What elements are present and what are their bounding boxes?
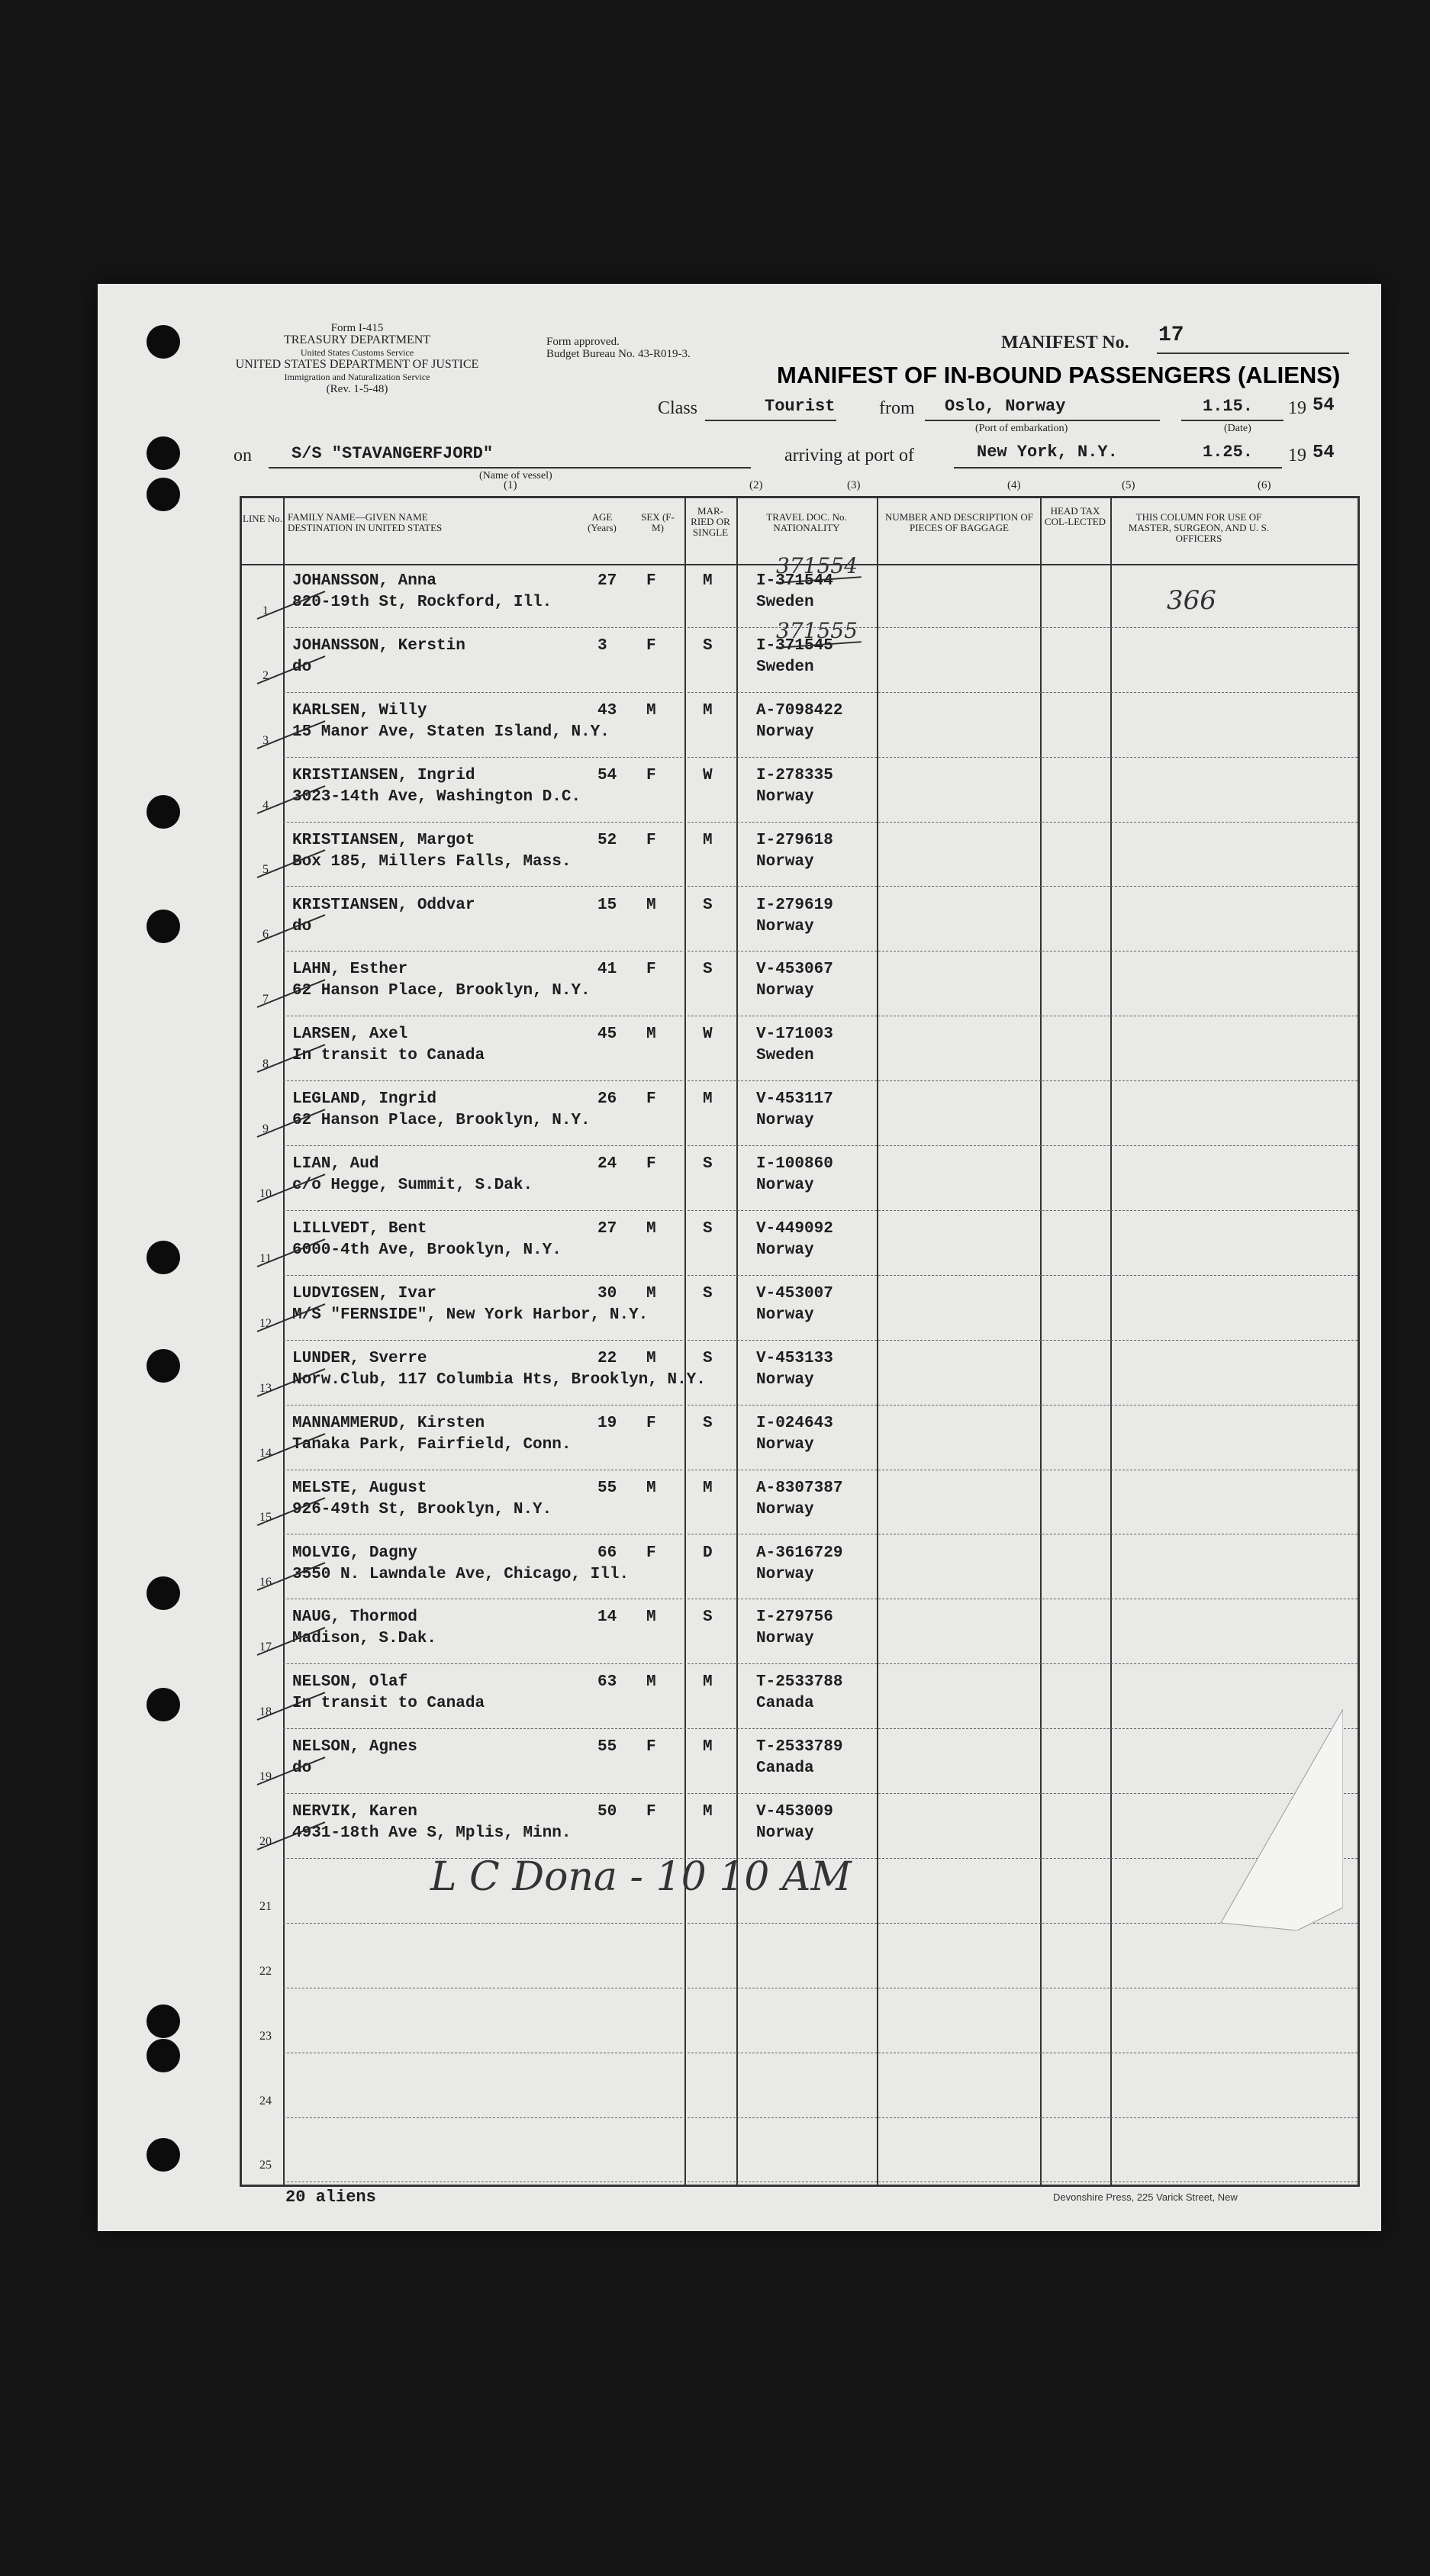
col-num-3: (3) <box>847 479 861 491</box>
destination: In transit to Canada <box>292 1047 485 1065</box>
sex: M <box>646 1479 656 1497</box>
row-rule <box>283 1080 1358 1081</box>
marital-status: M <box>703 701 713 720</box>
col-line-no: LINE No. <box>243 513 282 524</box>
travel-doc-number: I-279756 <box>756 1608 833 1627</box>
row-rule <box>283 692 1358 693</box>
sex: F <box>646 1738 656 1757</box>
travel-doc-number: V-171003 <box>756 1026 833 1044</box>
treasury-dept: TREASURY DEPARTMENT <box>283 333 431 346</box>
passenger-table <box>240 496 1360 2187</box>
row-rule <box>283 1210 1358 1211</box>
nationality: Canada <box>756 1760 814 1778</box>
marital-status: M <box>703 1479 713 1497</box>
travel-doc-number: V-453133 <box>756 1349 833 1367</box>
nationality: Norway <box>756 917 814 935</box>
destination: Norw.Club, 117 Columbia Hts, Brooklyn, N.Y. <box>292 1370 706 1389</box>
travel-doc-number: I-024643 <box>756 1414 833 1432</box>
family-given-name: MANNAMMERUD, Kirsten <box>292 1414 485 1432</box>
sex: M <box>646 1673 656 1692</box>
sex: M <box>646 1349 656 1367</box>
col-married: MAR-RIED OR SINGLE <box>691 505 730 538</box>
col-num-1: (1) <box>504 479 517 491</box>
sex: F <box>646 1414 656 1432</box>
table-row <box>242 1536 1358 1601</box>
destination: 62 Hanson Place, Brooklyn, N.Y. <box>292 982 591 1000</box>
col-name-dest <box>288 512 486 533</box>
table-row <box>242 1017 1358 1082</box>
destination: M/S "FERNSIDE", New York Harbor, N.Y. <box>292 1306 649 1324</box>
age: 30 <box>597 1284 617 1302</box>
age: 54 <box>597 766 617 784</box>
class-label: Class <box>658 398 698 418</box>
col-destination: DESTINATION IN UNITED STATES <box>288 522 443 533</box>
line-number: 14 <box>259 1446 272 1460</box>
line-number: 6 <box>262 928 269 942</box>
line-number: 4 <box>262 798 269 812</box>
destination: 3023-14th Ave, Washington D.C. <box>292 787 581 806</box>
line-number: 18 <box>259 1705 272 1719</box>
table-row <box>242 1341 1358 1406</box>
sex: M <box>646 1026 656 1044</box>
age: 15 <box>597 896 617 914</box>
age: 3 <box>597 636 607 655</box>
sex: M <box>646 1608 656 1627</box>
col-baggage: NUMBER AND DESCRIPTION OF PIECES OF BAGGAGE <box>885 511 1033 533</box>
punch-hole <box>147 2138 180 2172</box>
family-given-name: KARLSEN, Willy <box>292 701 427 720</box>
destination: 4931-18th Ave S, Mplis, Minn. <box>292 1824 572 1843</box>
age: 41 <box>597 961 617 979</box>
printer-imprint: Devonshire Press, 225 Varick Street, New <box>1053 2191 1238 2203</box>
table-row <box>242 823 1358 888</box>
age: 19 <box>597 1414 617 1432</box>
punch-hole <box>147 2039 180 2072</box>
age: 26 <box>597 1090 617 1109</box>
officer-note: 366 <box>1167 585 1216 616</box>
destination: do <box>292 917 312 935</box>
sex: F <box>646 1544 656 1562</box>
family-given-name: KRISTIANSEN, Oddvar <box>292 896 475 914</box>
family-given-name: LILLVEDT, Bent <box>292 1220 427 1238</box>
table-row <box>242 1082 1358 1147</box>
row-rule <box>283 1663 1358 1664</box>
sex: F <box>646 766 656 784</box>
table-row <box>242 694 1358 758</box>
marital-status: S <box>703 1608 713 1627</box>
sex: F <box>646 961 656 979</box>
line-number: 24 <box>259 2094 272 2107</box>
marital-status: S <box>703 1220 713 1238</box>
sex: M <box>646 896 656 914</box>
family-given-name: KRISTIANSEN, Margot <box>292 831 475 849</box>
line-number: 15 <box>259 1511 272 1525</box>
punch-hole <box>147 478 180 511</box>
age: 66 <box>597 1544 617 1562</box>
arrival-date: 1.25. <box>1203 443 1254 462</box>
travel-doc-number: T-2533789 <box>756 1738 843 1757</box>
table-row <box>242 888 1358 953</box>
row-rule <box>283 1145 1358 1146</box>
nationality: Sweden <box>756 1047 814 1065</box>
marital-status: W <box>703 1026 713 1044</box>
family-given-name: NELSON, Olaf <box>292 1673 408 1692</box>
punch-hole <box>147 795 180 829</box>
manifest-number: 17 <box>1158 324 1184 347</box>
row-rule <box>283 1275 1358 1276</box>
travel-doc-number: V-449092 <box>756 1220 833 1238</box>
marital-status: S <box>703 896 713 914</box>
handwritten-doc-number: 371555 <box>776 617 858 643</box>
destination: 3550 N. Lawndale Ave, Chicago, Ill. <box>292 1565 630 1583</box>
punch-hole <box>147 1349 180 1383</box>
approval-block <box>546 336 691 360</box>
manifest-sheet <box>98 284 1381 2231</box>
sex: M <box>646 1220 656 1238</box>
curled-corner <box>1175 1709 1343 1930</box>
age: 43 <box>597 701 617 720</box>
travel-doc-number: A-8307387 <box>756 1479 843 1497</box>
ins-service: Immigration and Naturalization Service <box>284 372 430 382</box>
table-row <box>242 1212 1358 1277</box>
marital-status: M <box>703 1803 713 1821</box>
line-number: 17 <box>259 1641 272 1654</box>
class-line <box>705 420 836 421</box>
family-given-name: LEGLAND, Ingrid <box>292 1090 437 1109</box>
col-nationality: NATIONALITY <box>773 522 840 533</box>
vessel-caption: (Name of vessel) <box>479 470 552 481</box>
class-value: Tourist <box>765 397 836 416</box>
line-number: 2 <box>262 668 269 682</box>
approval-text: Form approved. <box>546 336 620 348</box>
age: 52 <box>597 831 617 849</box>
line-number: 21 <box>259 1899 272 1913</box>
nationality: Canada <box>756 1695 814 1713</box>
destination: 820-19th St, Rockford, Ill. <box>292 594 552 611</box>
col-head-tax: HEAD TAX COL-LECTED <box>1044 505 1106 527</box>
punch-hole <box>147 1576 180 1610</box>
date-caption: (Date) <box>1224 423 1251 434</box>
sex: F <box>646 1803 656 1821</box>
arrival-line <box>954 467 1282 469</box>
marital-status: S <box>703 636 713 655</box>
punch-hole <box>147 1688 180 1721</box>
handwritten-doc-number: 371554 <box>776 553 858 578</box>
family-given-name: JOHANSSON, Anna <box>292 572 437 590</box>
sex: F <box>646 636 656 655</box>
table-row <box>242 1989 1358 2054</box>
handwritten-note: L C Dona - 10 10 AM <box>430 1854 852 1900</box>
nationality: Norway <box>756 1241 814 1259</box>
line-number: 5 <box>262 863 269 877</box>
family-given-name: LUNDER, Sverre <box>292 1349 427 1367</box>
family-given-name: KRISTIANSEN, Ingrid <box>292 766 475 784</box>
nationality: Norway <box>756 982 814 1000</box>
age: 27 <box>597 572 617 590</box>
budget-number: Budget Bureau No. 43-R019-3. <box>546 348 691 360</box>
travel-doc-number: I-279619 <box>756 896 833 914</box>
on-label: on <box>234 446 252 465</box>
travel-doc-number: I-279618 <box>756 831 833 849</box>
destination: Tanaka Park, Fairfield, Conn. <box>292 1435 572 1454</box>
table-row <box>242 952 1358 1017</box>
line-number: 10 <box>259 1187 272 1200</box>
table-row <box>242 2054 1358 2119</box>
destination: 926-49th St, Brooklyn, N.Y. <box>292 1500 552 1518</box>
table-row <box>242 1406 1358 1471</box>
family-given-name: NERVIK, Karen <box>292 1803 417 1821</box>
row-rule <box>283 886 1358 887</box>
family-given-name: LAHN, Esther <box>292 961 408 979</box>
travel-doc-number: A-3616729 <box>756 1544 843 1562</box>
line-number: 20 <box>259 1834 272 1848</box>
col-age: AGE (Years) <box>588 511 617 533</box>
age: 22 <box>597 1349 617 1367</box>
nationality: Norway <box>756 1435 814 1454</box>
destination: Box 185, Millers Falls, Mass. <box>292 852 572 871</box>
line-number: 12 <box>259 1316 272 1330</box>
arrival-year: 54 <box>1312 443 1335 463</box>
line-number: 23 <box>259 2029 272 2043</box>
agency-header <box>227 322 487 395</box>
line-number: 8 <box>262 1058 269 1071</box>
table-row <box>242 1277 1358 1341</box>
travel-doc-number: I-100860 <box>756 1155 833 1174</box>
sex: F <box>646 1090 656 1109</box>
manifest-line <box>1157 353 1349 354</box>
age: 55 <box>597 1479 617 1497</box>
line-number: 25 <box>259 2159 272 2172</box>
travel-doc-number: V-453009 <box>756 1803 833 1821</box>
punch-hole <box>147 2004 180 2038</box>
travel-doc-number: V-453007 <box>756 1284 833 1302</box>
col-doc-nat <box>739 512 874 533</box>
nationality: Norway <box>756 1177 814 1195</box>
nationality: Norway <box>756 1630 814 1648</box>
arrival-port: New York, N.Y. <box>977 443 1118 462</box>
row-rule <box>283 1405 1358 1406</box>
form-number: Form I-415 <box>330 322 384 334</box>
line-number: 9 <box>262 1122 269 1136</box>
port-caption: (Port of embarkation) <box>975 423 1068 434</box>
nationality: Norway <box>756 1112 814 1130</box>
travel-doc-number: V-453067 <box>756 961 833 979</box>
marital-status: S <box>703 1155 713 1174</box>
marital-status: M <box>703 831 713 849</box>
line-number: 13 <box>259 1381 272 1395</box>
table-row <box>242 2119 1358 2184</box>
nationality: Sweden <box>756 658 814 676</box>
manifest-title: MANIFEST OF IN-BOUND PASSENGERS (ALIENS) <box>777 362 1341 388</box>
travel-doc-number: T-2533788 <box>756 1673 843 1692</box>
col-num-5: (5) <box>1122 479 1135 491</box>
nationality: Norway <box>756 1370 814 1389</box>
nationality: Norway <box>756 1565 814 1583</box>
line-number: 11 <box>259 1251 272 1265</box>
line-number: 1 <box>262 604 269 617</box>
from-label: from <box>879 398 915 418</box>
justice-dept: UNITED STATES DEPARTMENT OF JUSTICE <box>235 358 479 371</box>
marital-status: M <box>703 1090 713 1109</box>
year-prefix-2: 19 <box>1288 446 1306 465</box>
sex: M <box>646 1284 656 1302</box>
marital-status: M <box>703 1738 713 1757</box>
travel-doc-number: I-371544 <box>756 572 833 590</box>
family-given-name: LIAN, Aud <box>292 1155 379 1174</box>
destination: 6000-4th Ave, Brooklyn, N.Y. <box>292 1241 562 1259</box>
age: 24 <box>597 1155 617 1174</box>
embarkation-port: Oslo, Norway <box>945 397 1066 416</box>
table-row <box>242 1924 1358 1989</box>
family-given-name: LARSEN, Axel <box>292 1026 408 1044</box>
punch-hole <box>147 1241 180 1274</box>
age: 45 <box>597 1026 617 1044</box>
age: 50 <box>597 1803 617 1821</box>
year-prefix: 19 <box>1288 398 1306 418</box>
col-num-4: (4) <box>1007 479 1021 491</box>
row-rule <box>283 951 1358 952</box>
col-sex: SEX (F-M) <box>641 511 675 533</box>
travel-doc-number: I-278335 <box>756 766 833 784</box>
nationality: Norway <box>756 852 814 871</box>
age: 14 <box>597 1608 617 1627</box>
punch-hole <box>147 325 180 359</box>
destination: In transit to Canada <box>292 1695 485 1713</box>
marital-status: D <box>703 1544 713 1562</box>
punch-hole <box>147 436 180 470</box>
sex: F <box>646 1155 656 1174</box>
line-number: 16 <box>259 1576 272 1589</box>
line-number: 7 <box>262 993 269 1006</box>
sex: F <box>646 831 656 849</box>
row-rule <box>283 1340 1358 1341</box>
family-given-name: JOHANSSON, Kerstin <box>292 636 465 655</box>
embarkation-date: 1.15. <box>1203 397 1254 416</box>
marital-status: M <box>703 572 713 590</box>
family-given-name: NAUG, Thormod <box>292 1608 417 1627</box>
marital-status: S <box>703 1284 713 1302</box>
table-row <box>242 1471 1358 1536</box>
family-given-name: MELSTE, August <box>292 1479 427 1497</box>
embarkation-year: 54 <box>1312 395 1335 416</box>
line-number: 22 <box>259 1964 272 1978</box>
age: 55 <box>597 1738 617 1757</box>
family-given-name: MOLVIG, Dagny <box>292 1544 417 1562</box>
row-rule <box>283 2117 1358 2118</box>
line-number: 19 <box>259 1770 272 1784</box>
sex: M <box>646 701 656 720</box>
destination: c/o Hegge, Summit, S.Dak. <box>292 1177 533 1195</box>
travel-doc-number: V-453117 <box>756 1090 833 1109</box>
marital-status: S <box>703 1414 713 1432</box>
col-officers: THIS COLUMN FOR USE OF MASTER, SURGEON, AND U. S. OFFICERS <box>1128 511 1270 544</box>
nationality: Norway <box>756 723 814 741</box>
destination: Madison, S.Dak. <box>292 1630 437 1648</box>
col-travel-doc: TRAVEL DOC. No. <box>766 511 847 523</box>
marital-status: S <box>703 1349 713 1367</box>
sex: F <box>646 572 656 590</box>
vessel-name: S/S "STAVANGERFJORD" <box>291 444 494 463</box>
alien-count: 20 aliens <box>285 2188 376 2207</box>
marital-status: M <box>703 1673 713 1692</box>
manifest-label: MANIFEST No. <box>1001 333 1129 353</box>
vessel-line <box>269 467 751 469</box>
row-rule <box>283 757 1358 758</box>
revision-date: (Rev. 1-5-48) <box>326 383 388 395</box>
row-rule <box>283 822 1358 823</box>
line-number: 3 <box>262 733 269 747</box>
age: 63 <box>597 1673 617 1692</box>
nationality: Sweden <box>756 594 814 611</box>
customs-service: United States Customs Service <box>300 347 414 358</box>
marital-status: S <box>703 961 713 979</box>
destination: do <box>292 1760 312 1778</box>
family-given-name: LUDVIGSEN, Ivar <box>292 1284 437 1302</box>
nationality: Norway <box>756 1500 814 1518</box>
arriving-label: arriving at port of <box>784 446 914 465</box>
nationality: Norway <box>756 1306 814 1324</box>
nationality: Norway <box>756 1824 814 1843</box>
col-name: FAMILY NAME—GIVEN NAME <box>288 511 428 523</box>
marital-status: W <box>703 766 713 784</box>
col-num-2: (2) <box>749 479 763 491</box>
date-line <box>1181 420 1283 421</box>
travel-doc-number: I-371545 <box>756 636 833 655</box>
destination: 62 Hanson Place, Brooklyn, N.Y. <box>292 1112 591 1130</box>
table-row <box>242 1600 1358 1665</box>
destination: 15 Manor Ave, Staten Island, N.Y. <box>292 723 610 741</box>
col-num-6: (6) <box>1258 479 1271 491</box>
port-line <box>925 420 1160 421</box>
table-row <box>242 758 1358 823</box>
age: 27 <box>597 1220 617 1238</box>
table-row <box>242 1147 1358 1212</box>
punch-hole <box>147 910 180 943</box>
family-given-name: NELSON, Agnes <box>292 1738 417 1757</box>
travel-doc-number: A-7098422 <box>756 701 843 720</box>
nationality: Norway <box>756 787 814 806</box>
destination: do <box>292 658 312 676</box>
table-row <box>242 617 1358 694</box>
